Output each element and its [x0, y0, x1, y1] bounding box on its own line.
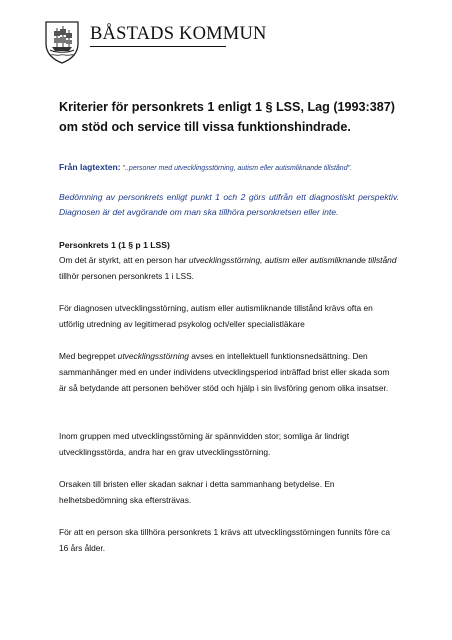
paragraph-1-text-b: tillhör personen personkrets 1 i LSS.	[59, 271, 195, 281]
paragraph-3-text-a: Med begreppet	[59, 351, 118, 361]
paragraph-3-italic: utvecklingsstörning	[117, 351, 189, 361]
paragraph-1	[59, 252, 399, 284]
title-line-1: Kriterier för personkrets 1 enligt 1 § LSS, Lag (1993:387)	[59, 100, 395, 114]
paragraph-4: Inom gruppen med utvecklingsstörning är spännvidden stor; somliga är lindrigt utvecklingsstörda, andra har en grav utvecklingsstörning.	[59, 431, 350, 457]
paragraph-3-text-b: avses en intellektuell funktionsnedsättning. Den sammanhänger med en under individens utvecklingsperiod inträffad brist eller skada som är så betydande att personen behöver stöd och hjälp i sin livsföring genom olika insatser.	[59, 351, 390, 393]
paragraph-6: För att en person ska tillhöra personkrets 1 krävs att utvecklingsstörningen funnits före ca 16 års ålder.	[59, 527, 390, 553]
lagtext-line	[59, 162, 399, 172]
title-line-2: om stöd och service till vissa funktionshindrade.	[59, 120, 351, 134]
paragraph-5: Orsaken till bristen eller skadan saknar i detta sammanhang betydelse. En helhetsbedömning ska eftersträvas.	[59, 479, 335, 505]
paragraph-1-text-a: Om det är styrkt, att en person har	[59, 255, 189, 265]
paragraph-1-italic: utvecklingsstörning, autism eller autismliknande tillstånd	[188, 255, 397, 265]
paragraph-2: För diagnosen utvecklingsstörning, autism eller autismliknande tillstånd krävs ofta en utförlig utredning av legitimerad psykolog och/eller specialistläkare	[59, 303, 373, 329]
coat-of-arms-icon	[44, 20, 80, 64]
assessment-paragraph: Bedömning av personkrets enligt punkt 1 och 2 görs utifrån ett diagnostiskt perspektiv. Diagnosen är det avgörande om man ska tillhöra personkretsen eller inte.	[59, 192, 399, 217]
letterhead	[44, 20, 267, 64]
section-heading: Personkrets 1 (1 § p 1 LSS)	[59, 240, 170, 250]
organization-name: BÅSTADS KOMMUN	[90, 24, 267, 44]
document-title	[59, 97, 399, 137]
lagtext-quote: "..personer med utvecklingsstörning, autism eller autismliknande tillstånd".	[120, 165, 353, 172]
lagtext-label: Från lagtexten:	[59, 162, 121, 172]
paragraph-3	[59, 348, 399, 396]
letterhead-divider	[90, 46, 226, 47]
